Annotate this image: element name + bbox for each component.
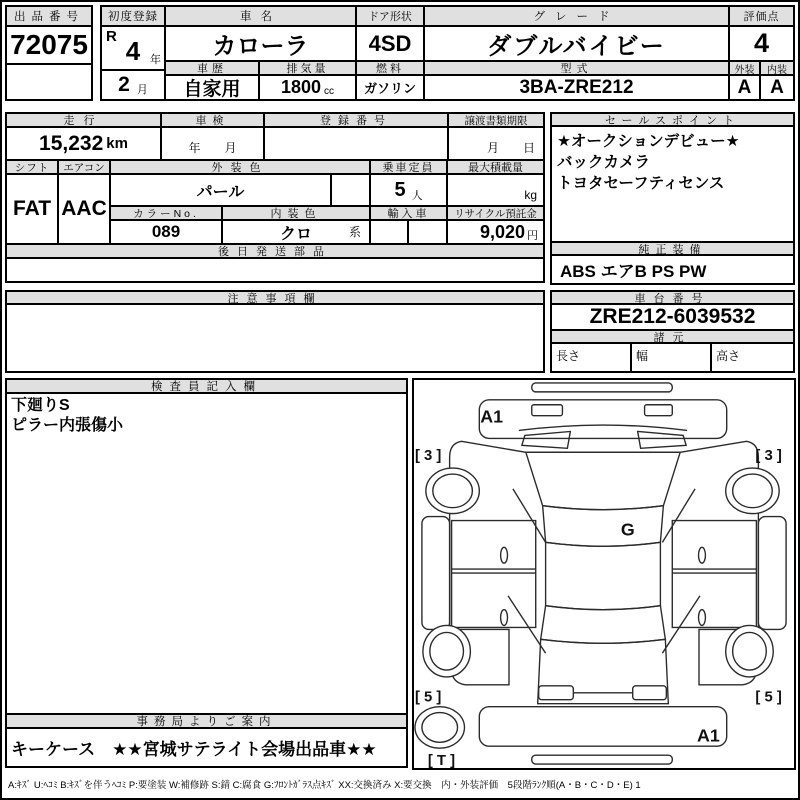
recycle-unit: 円 (527, 230, 538, 242)
first-registration-label: 初度登録 (102, 7, 166, 27)
recycle-deposit-value (448, 221, 543, 245)
inspector-line: ピラー内張傷小 (11, 417, 124, 434)
a-pillar-left (513, 489, 546, 542)
length-cell (552, 344, 632, 371)
length-label: 長さ (556, 349, 581, 363)
chassis-label: 車台番号 (552, 292, 793, 305)
aircon-value: AAC (59, 175, 111, 245)
auction-number-value: 72075 (7, 27, 91, 65)
front-bumper (479, 400, 726, 439)
interior-color-value (223, 221, 371, 245)
mark-windshield: G (620, 519, 635, 540)
max-load-value (448, 175, 543, 207)
car-history-label: 車歴 (166, 62, 260, 76)
front-top-strip (532, 383, 673, 392)
left-doors (452, 521, 536, 628)
exterior-color-value: パール (111, 175, 332, 207)
headlight-left (522, 431, 570, 448)
door-shape-label: ドア形状 (357, 7, 425, 27)
exterior-color-empty (332, 175, 371, 207)
later-parts-value (7, 259, 543, 281)
front-right-wheel (726, 468, 779, 514)
first-registration-year (102, 27, 166, 71)
inspection-value: 年 月 (162, 128, 265, 161)
exterior-label: 外装 (730, 62, 761, 76)
mark-rear-left-quarter: [ 5 ] (414, 689, 442, 706)
displacement-label: 排気量 (260, 62, 357, 76)
height-cell (712, 344, 793, 371)
trunk (538, 639, 669, 703)
right-rear-door-handle (699, 610, 706, 626)
car-diagram-box (412, 378, 796, 770)
inspection-label: 車検 (162, 114, 265, 128)
model-code-label: 型式 (425, 62, 730, 76)
color-no-value: 089 (111, 221, 223, 245)
inspector-line: 下廻りS (11, 397, 70, 414)
mark-front-left-fender: [ 3 ] (414, 448, 442, 465)
auction-number-label: 出品番号 (7, 7, 91, 27)
grade-label: グレード (425, 7, 730, 27)
capacity-unit: 人 (411, 190, 423, 202)
mileage-value (7, 128, 162, 161)
import-value-b (409, 221, 448, 245)
height-label: 高さ (716, 349, 741, 363)
color-no-label: カラーNo. (111, 207, 223, 221)
mark-rear-right-quarter: [ 5 ] (755, 689, 782, 706)
displacement-unit: cc (324, 86, 335, 97)
status-table (5, 112, 545, 283)
front-grille-left (532, 405, 563, 416)
max-load-unit: kg (524, 188, 537, 202)
right-front-door-handle (699, 547, 706, 563)
car-condition-diagram (414, 380, 794, 768)
capacity-value (371, 175, 448, 207)
a-pillar-right (662, 489, 695, 542)
license-plate-left (539, 686, 574, 700)
interior-color-name: クロ (279, 225, 312, 243)
max-load-label: 最大積載量 (448, 161, 543, 175)
import-value-a (371, 221, 409, 245)
left-rear-door-handle (501, 610, 508, 626)
displacement-number: 1800 (280, 77, 322, 97)
rear-bottom-strip (532, 755, 673, 764)
c-pillar-right (662, 596, 700, 653)
car-name-label: 車名 (166, 7, 357, 27)
mileage-number: 15,232 (39, 131, 104, 155)
import-label: 輸入車 (371, 207, 448, 221)
auction-number-box (5, 5, 93, 101)
interior-color-suffix: 系 (348, 225, 361, 239)
door-shape-value: 4SD (357, 27, 425, 62)
sales-point-line: ★オークションデビュー★ (557, 133, 740, 150)
mark-front-right-fender: [ 3 ] (755, 448, 782, 465)
c-pillar-left (508, 596, 546, 653)
interior-color-label: 内装色 (223, 207, 371, 221)
rear-window (541, 606, 666, 644)
model-code-value: 3BA-ZRE212 (425, 76, 730, 99)
first-registration-month (102, 71, 166, 99)
transfer-deadline-label: 譲渡書類期限 (449, 114, 543, 128)
vehicle-header-table (100, 5, 795, 101)
later-parts-label: 後日発送部品 (7, 245, 543, 259)
office-label: 事務局よりご案内 (7, 715, 406, 729)
displacement-value (260, 76, 357, 99)
interior-grade: A (770, 76, 784, 98)
notes-content (7, 305, 543, 371)
score-label: 評価点 (730, 7, 793, 27)
year-value: 4 (125, 35, 141, 66)
car-name-value: カローラ (166, 27, 357, 62)
transfer-deadline-value: 月 日 (449, 128, 543, 161)
score-value: 4 (730, 27, 793, 62)
mark-rear-bumper: A1 (697, 725, 720, 746)
aircon-label: エアコン (59, 161, 111, 175)
registration-number-value (265, 128, 449, 161)
cowl-line (519, 425, 687, 430)
shift-value: FAT (7, 175, 59, 245)
chassis-number: ZRE212-6039532 (552, 305, 793, 331)
exterior-color-label: 外装色 (111, 161, 371, 175)
shift-label: シフト (7, 161, 59, 175)
mileage-label: 走行 (7, 114, 162, 128)
headlight-right (638, 431, 686, 448)
recycle-number: 9,020 (479, 221, 525, 242)
dimensions-label: 諸元 (552, 331, 793, 344)
width-label: 幅 (636, 349, 649, 363)
inspector-content (7, 394, 406, 715)
registration-number-label: 登録番号 (265, 114, 449, 128)
grade-value: ダブルバイビー (425, 27, 730, 62)
mileage-unit: km (106, 135, 128, 152)
legend-line: A:ｷｽﾞ U:ﾍｺﾐ B:ｷｽﾞを伴うﾍｺﾐ P:要塗装 W:補修跡 S:錆 C:腐食 G:ﾌﾛﾝﾄｶﾞﾗｽ点ｷｽﾞ XX:交換済み X:要交換 内・外装評価 5段階ﾗﾝｸ順(A・B・C・D・E) 1 (8, 780, 641, 791)
chassis-box (550, 290, 795, 373)
inspector-label: 検査員記入欄 (7, 380, 406, 394)
rear-bumper (479, 707, 726, 747)
month-unit: 月 (136, 84, 148, 96)
recycle-deposit-label: リサイクル預託金 (448, 207, 543, 221)
year-unit: 年 (150, 54, 161, 66)
era-value: R (106, 28, 117, 45)
left-front-door-handle (501, 547, 508, 563)
front-grille-right (645, 405, 673, 416)
width-cell (632, 344, 712, 371)
right-door-outer (758, 517, 786, 630)
office-content: キーケース ★★宮城サテライト会場出品車★★ (11, 740, 377, 759)
sales-point-line: トヨタセーフティセンス (557, 175, 725, 192)
notes-box (5, 290, 545, 373)
license-plate-right (633, 686, 667, 700)
mark-front-bumper: A1 (480, 406, 504, 427)
fuel-label: 燃料 (357, 62, 425, 76)
front-left-wheel (426, 468, 479, 514)
exterior-grade: A (730, 76, 761, 99)
auction-number-empty (7, 65, 91, 99)
windshield (543, 506, 664, 547)
fuel-value: ガソリン (357, 76, 425, 99)
car-history-value: 自家用 (166, 76, 260, 99)
sales-points-content (552, 127, 793, 243)
sales-points-label: セールスポイント (552, 114, 793, 127)
sales-point-line: バックカメラ (557, 154, 651, 171)
notes-label: 注意事項欄 (7, 292, 543, 305)
roof (546, 542, 661, 609)
capacity-label: 乗車定員 (371, 161, 448, 175)
inspector-box (5, 378, 408, 768)
right-doors (672, 521, 756, 628)
sales-points-box (550, 112, 795, 285)
month-value: 2 (118, 73, 130, 96)
hood (526, 452, 680, 509)
left-door-outer (422, 517, 450, 630)
capacity-number: 5 (394, 178, 406, 201)
interior-label: 内装 (761, 62, 793, 76)
mark-spare-tire: [ T ] (427, 753, 456, 768)
factory-equipment-value: ABS エアB PS PW (560, 262, 707, 281)
factory-equipment-label: 純正装備 (552, 243, 793, 256)
